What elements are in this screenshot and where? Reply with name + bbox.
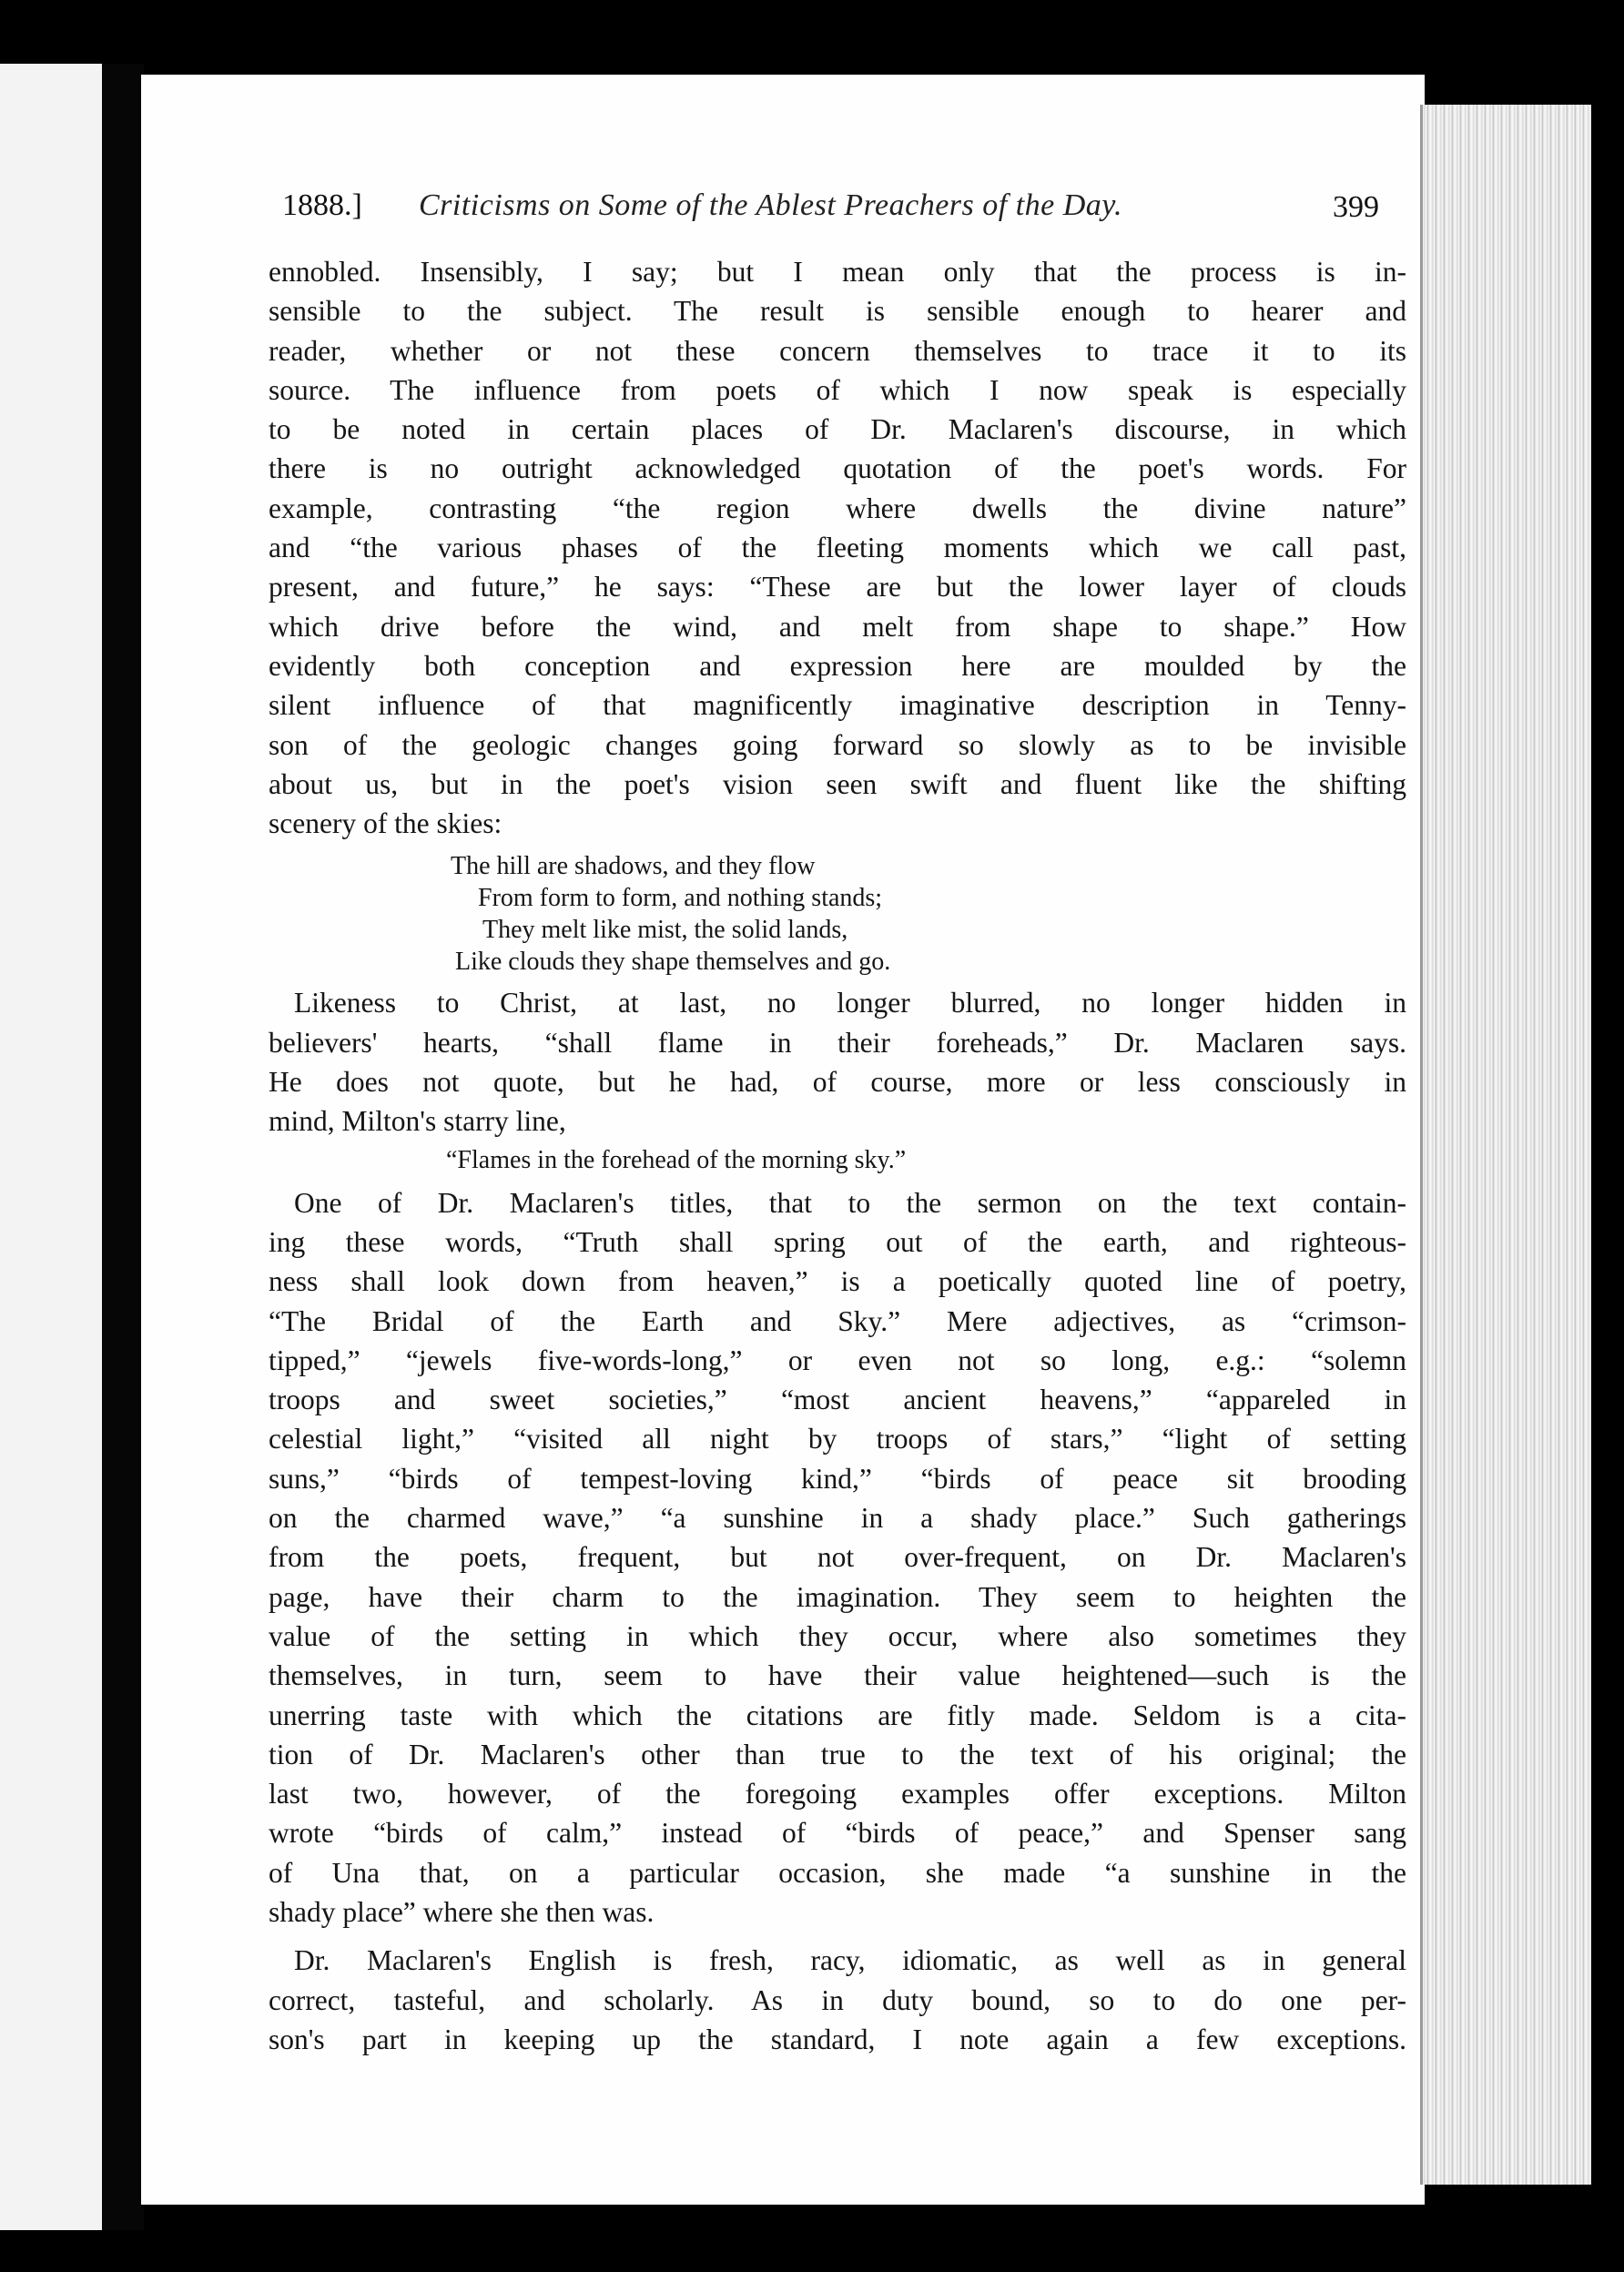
text-line: “The Bridal of the Earth and Sky.” Mere adjectives, as “crimson- [269,1304,1406,1337]
book-gutter [102,64,144,2230]
milton-quote: “Flames in the forehead of the morning sky.” [446,1145,907,1174]
text-line: wrote “birds of calm,” instead of “birds of peace,” and Spenser sang [269,1817,1406,1850]
text-line: ennobled. Insensibly, I say; but I mean only that the process is in- [269,256,1406,288]
text-line: of Una that, on a particular occasion, she made “a sunshine in the [269,1856,1406,1889]
text-line: example, contrasting “the region where dwells the divine nature” [269,492,1406,524]
text-line: to be noted in certain places of Dr. Maclaren's discourse, in which [269,413,1406,446]
header-year: 1888.] [282,188,362,222]
text-line: from the poets, frequent, but not over-frequent, on Dr. Maclaren's [269,1541,1406,1574]
text-line: correct, tasteful, and scholarly. As in duty bound, so to do one per- [269,1983,1406,2016]
text-line: and “the various phases of the fleeting moments which we call past, [269,532,1406,564]
text-line: ness shall look down from heaven,” is a poetically quoted line of poetry, [269,1265,1406,1298]
text-line: silent influence of that magnificently imaginative description in Tenny- [269,689,1406,722]
text-line: Dr. Maclaren's English is fresh, racy, idiomatic, as well as in general [294,1944,1406,1977]
text-line: reader, whether or not these concern themselves to trace it to its [269,334,1406,367]
paragraph-1 [269,252,1406,843]
text-line: there is no outright acknowledged quotation of the poet's words. For [269,452,1406,485]
verse-line: Like clouds they shape themselves and go. [455,948,891,977]
text-line: which drive before the wind, and melt from shape to shape.” How [269,610,1406,643]
paragraph-3 [269,1183,1406,1932]
text-line: suns,” “birds of tempest-loving kind,” “birds of peace sit brooding [269,1462,1406,1495]
text-line: Likeness to Christ, at last, no longer blurred, no longer hidden in [294,987,1406,1019]
text-line: son's part in keeping up the standard, I note again a few exceptions. [269,2023,1406,2055]
book-page [141,75,1425,2205]
paragraph-2 [269,983,1406,1141]
text-line: evidently both conception and expression here are moulded by the [269,649,1406,682]
verse-quotation [269,850,1406,978]
page-stack-edges [1420,105,1591,2185]
text-line: sensible to the subject. The result is sensible enough to hearer and [269,295,1406,328]
text-line: unerring taste with which the citations are fitly made. Seldom is a cita- [269,1699,1406,1731]
text-line: page, have their charm to the imagination. They seem to heighten the [269,1580,1406,1613]
text-line: themselves, in turn, seem to have their value heightened—such is the [269,1659,1406,1692]
text-line: last two, however, of the foregoing examples offer exceptions. Milton [269,1778,1406,1810]
text-line: value of the setting in which they occur, where also sometimes they [269,1619,1406,1652]
text-line: celestial light,” “visited all night by troops of stars,” “light of setting [269,1423,1406,1456]
verse-line: From form to form, and nothing stands; [478,884,883,913]
text-line: mind, Milton's starry line, [269,1105,566,1138]
page-number: 399 [1333,190,1379,224]
text-line: troops and sweet societies,” “most ancient heavens,” “appareled in [269,1384,1406,1416]
text-line: tion of Dr. Maclaren's other than true to the text of his original; the [269,1738,1406,1770]
text-line: about us, but in the poet's vision seen swift and fluent like the shifting [269,767,1406,800]
verse-line: The hill are shadows, and they flow [451,852,816,881]
paragraph-4 [269,1941,1406,2059]
text-line: shady place” where she then was. [269,1895,655,1928]
text-line: source. The influence from poets of which I now speak is especially [269,373,1406,406]
facing-page-edge [0,64,109,2230]
text-line: son of the geologic changes going forward so slowly as to be invisible [269,728,1406,761]
running-title: Criticisms on Some of the Ablest Preachers of the Day. [419,188,1123,222]
text-line: One of Dr. Maclaren's titles, that to the sermon on the text contain- [294,1186,1406,1219]
text-line: on the charmed wave,” “a sunshine in a shady place.” Such gatherings [269,1502,1406,1535]
page-body [269,252,1406,2059]
text-line: present, and future,” he says: “These are but the lower layer of clouds [269,571,1406,604]
text-line: He does not quote, but he had, of course, more or less consciously in [269,1066,1406,1099]
running-header [282,188,1379,243]
verse-line: They melt like mist, the solid lands, [482,916,848,945]
text-line: tipped,” “jewels five-words-long,” or even not so long, e.g.: “solemn [269,1344,1406,1376]
text-line: scenery of the skies: [269,807,502,840]
text-line: believers' hearts, “shall flame in their foreheads,” Dr. Maclaren says. [269,1026,1406,1059]
text-line: ing these words, “Truth shall spring out of the earth, and righteous- [269,1225,1406,1258]
